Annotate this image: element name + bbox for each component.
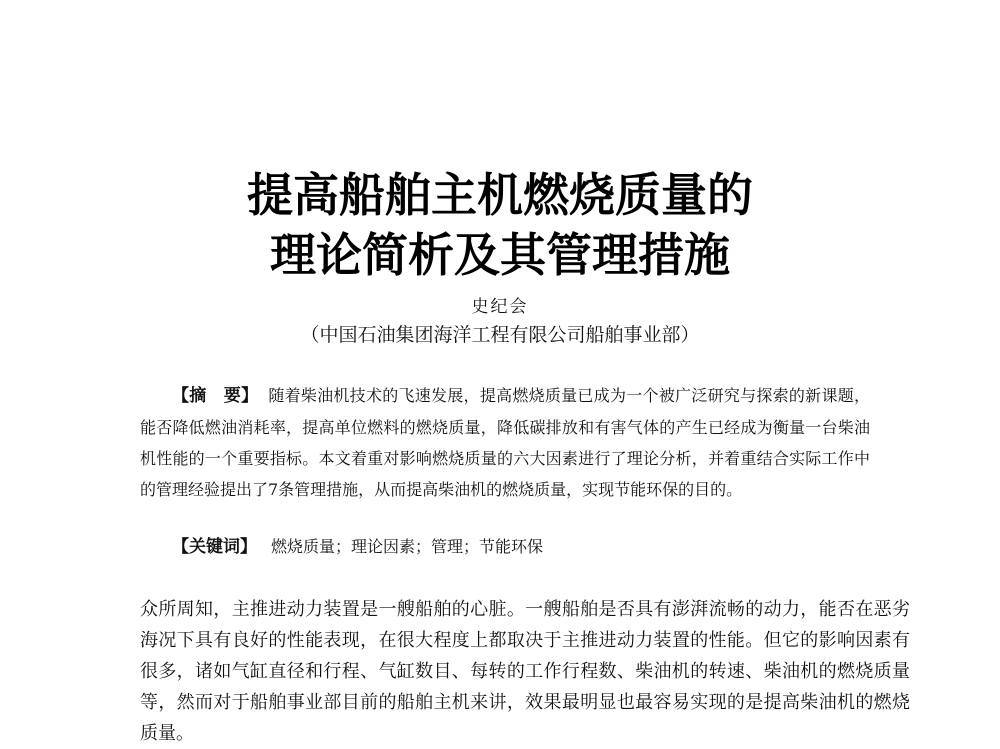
paper-title-line-2: 理论简析及其管理措施 bbox=[270, 228, 730, 282]
abstract-label: 【摘 要】 bbox=[172, 386, 259, 406]
paper-title-line-1: 提高船舶主机燃烧质量的 bbox=[247, 168, 753, 222]
keywords bbox=[172, 534, 543, 560]
keywords-text: 燃烧质量；理论因素；管理；节能环保 bbox=[271, 537, 544, 556]
abstract bbox=[140, 380, 870, 505]
author-name: 史纪会 bbox=[471, 297, 529, 317]
body-paragraph: 众所周知，主推进动力装置是一艘船舶的心脏。一艘船舶是否具有澎湃流畅的动力，能否在恶劣海况下具有良好的性能表现，在很大程度上都取决于主推进动力装置的性能。但它的影响因素有很多，诸如气缸直径和行程、气缸数目、每转的工作行程数、柴油机的转速、柴油机的燃烧质量等，然而对于船舶事业部目前的船舶主机来讲，效果最明显也最容易实现的是提高柴油机的燃烧质量。 bbox=[140, 599, 910, 744]
abstract-text: 随着柴油机技术的飞速发展，提高燃烧质量已成为一个被广泛研究与探索的新课题，能否降低燃油消耗率，提高单位燃料的燃烧质量，降低碳排放和有害气体的产生已经成为衡量一台柴油机性能的一个重要指标。本文着重对影响燃烧质量的六大因素进行了理论分析，并着重结合实际工作中的管理经验提出了7条管理措施，从而提高柴油机的燃烧质量，实现节能环保的目的。 bbox=[140, 386, 870, 499]
keywords-label: 【关键词】 bbox=[172, 537, 257, 557]
author-affiliation: （中国石油集团海洋工程有限公司船舶事业部） bbox=[300, 324, 700, 346]
